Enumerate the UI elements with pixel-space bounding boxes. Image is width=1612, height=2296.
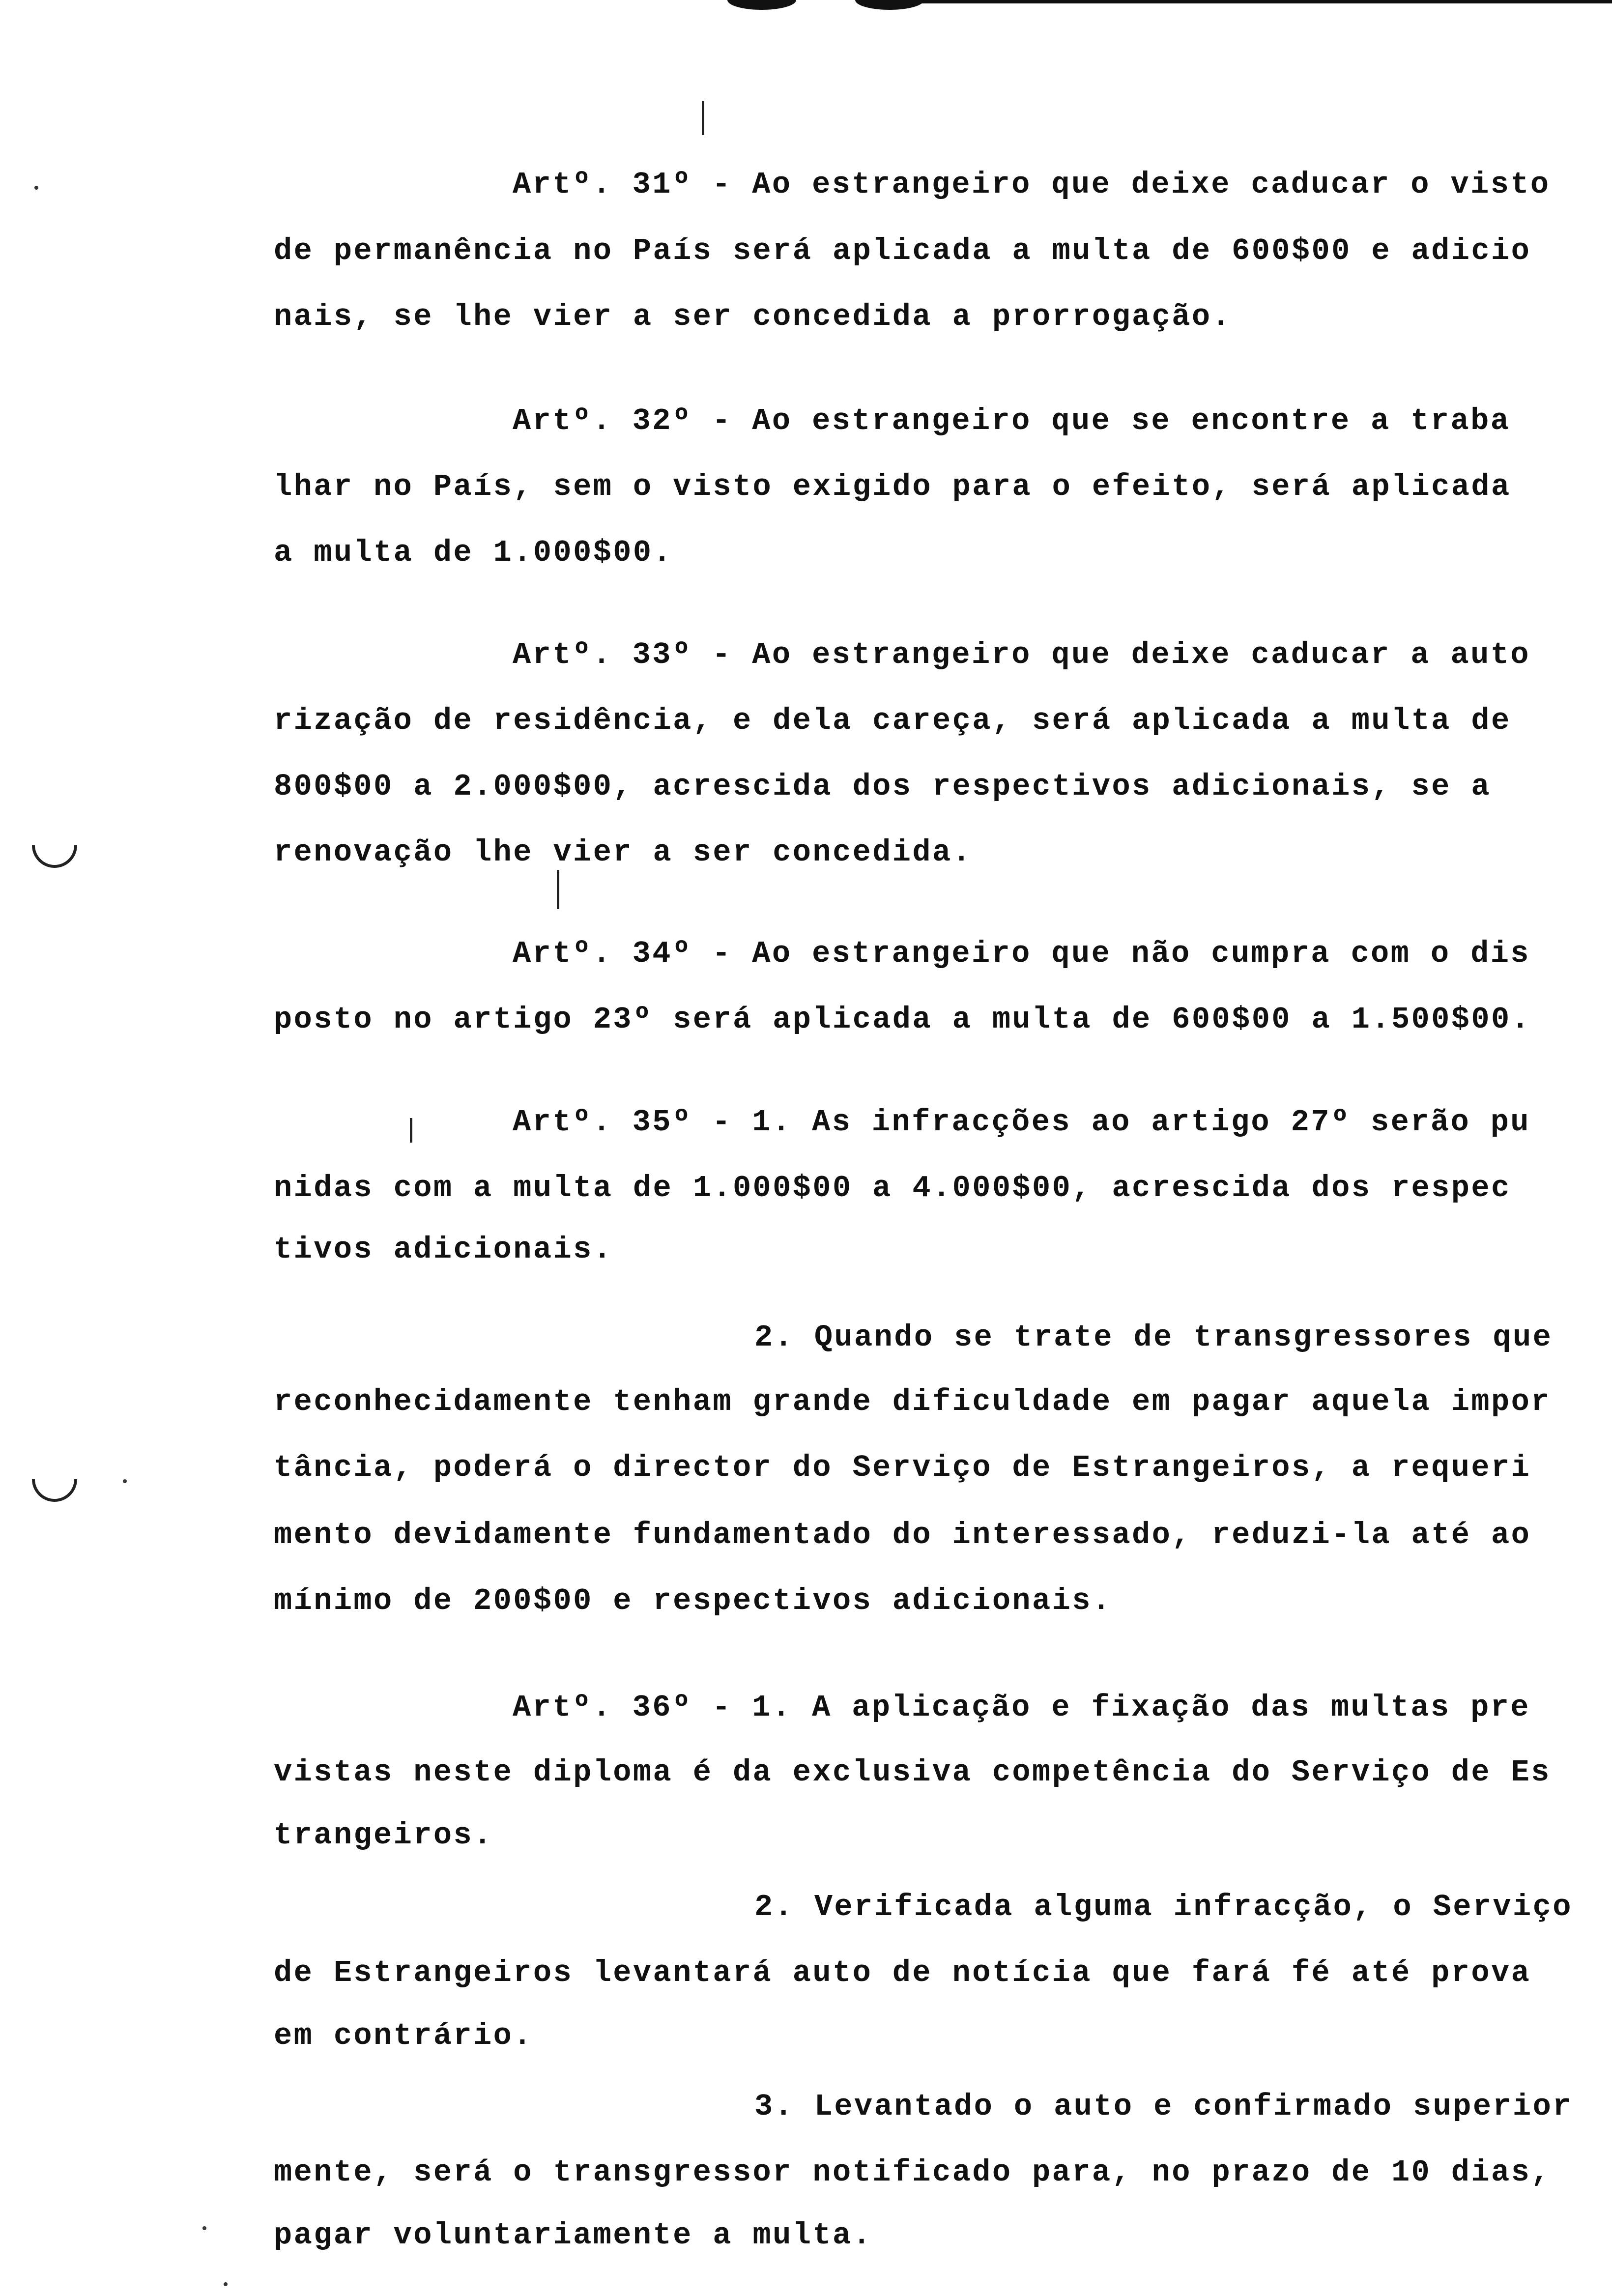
paragraph-2-line: 2. Verificada alguma infracção, o Serviço [754,1890,1573,1924]
text-line: nais, se lhe vier a ser concedida a prorrogação. [274,299,1232,334]
article-36-heading-line: Artº. 36º - 1. A aplicação e fixação das multas pre [513,1690,1530,1725]
article-32-heading-line: Artº. 32º - Ao estrangeiro que se encontre a traba [513,403,1511,438]
text-line: mente, será o transgressor notificado para, no prazo de 10 dias, [274,2155,1551,2190]
text-line: posto no artigo 23º será aplicada a multa de 600$00 a 1.500$00. [274,1002,1531,1037]
text-line: trangeiros. [274,1818,493,1853]
punch-hole-mark [32,845,77,868]
ink-smudge [855,0,924,10]
speck [224,2282,228,2286]
paragraph-2-line: 2. Quando se trate de transgressores que [754,1320,1553,1355]
speck [123,1479,127,1483]
text-line: vistas neste diploma é da exclusiva competência do Serviço de Es [274,1755,1551,1790]
text-line: pagar voluntariamente a multa. [274,2218,873,2253]
text-line: lhar no País, sem o visto exigido para o efeito, será aplicada [274,469,1511,504]
text-line: de permanência no País será aplicada a multa de 600$00 e adicio [274,233,1531,268]
pen-mark [410,1118,412,1143]
speck [34,186,38,190]
text-line: tivos adicionais. [274,1232,613,1267]
pen-mark [557,870,559,909]
text-line: tância, poderá o director do Serviço de Estrangeiros, a requeri [274,1450,1531,1485]
ink-smudge [727,0,796,10]
text-line: mento devidamente fundamentado do interessado, reduzi-la até ao [274,1518,1531,1552]
text-line: renovação lhe vier a ser concedida. [274,835,973,870]
text-line: em contrário. [274,2018,533,2053]
text-line: reconhecidamente tenham grande dificuldade em pagar aquela impor [274,1384,1551,1419]
paragraph-3-line: 3. Levantado o auto e confirmado superior [754,2089,1573,2124]
article-31-heading-line: Artº. 31º - Ao estrangeiro que deixe caducar o visto [513,167,1551,202]
speck [202,2226,206,2230]
pen-mark [702,101,704,135]
text-line: rização de residência, e dela careça, será aplicada a multa de [274,703,1511,738]
text-line: mínimo de 200$00 e respectivos adicionais. [274,1583,1112,1618]
article-35-heading-line: Artº. 35º - 1. As infracções ao artigo 27º serão pu [513,1105,1530,1140]
article-34-heading-line: Artº. 34º - Ao estrangeiro que não cumpra com o dis [513,936,1530,971]
article-33-heading-line: Artº. 33º - Ao estrangeiro que deixe caducar a auto [513,637,1530,672]
text-line: de Estrangeiros levantará auto de notícia que fará fé até prova [274,1955,1531,1990]
punch-hole-mark [32,1479,77,1502]
top-edge-rule [865,0,1612,3]
text-line: 800$00 a 2.000$00, acrescida dos respectivos adicionais, se a [274,769,1491,804]
text-line: a multa de 1.000$00. [274,535,673,570]
text-line: nidas com a multa de 1.000$00 a 4.000$00, acrescida dos respec [274,1171,1511,1205]
